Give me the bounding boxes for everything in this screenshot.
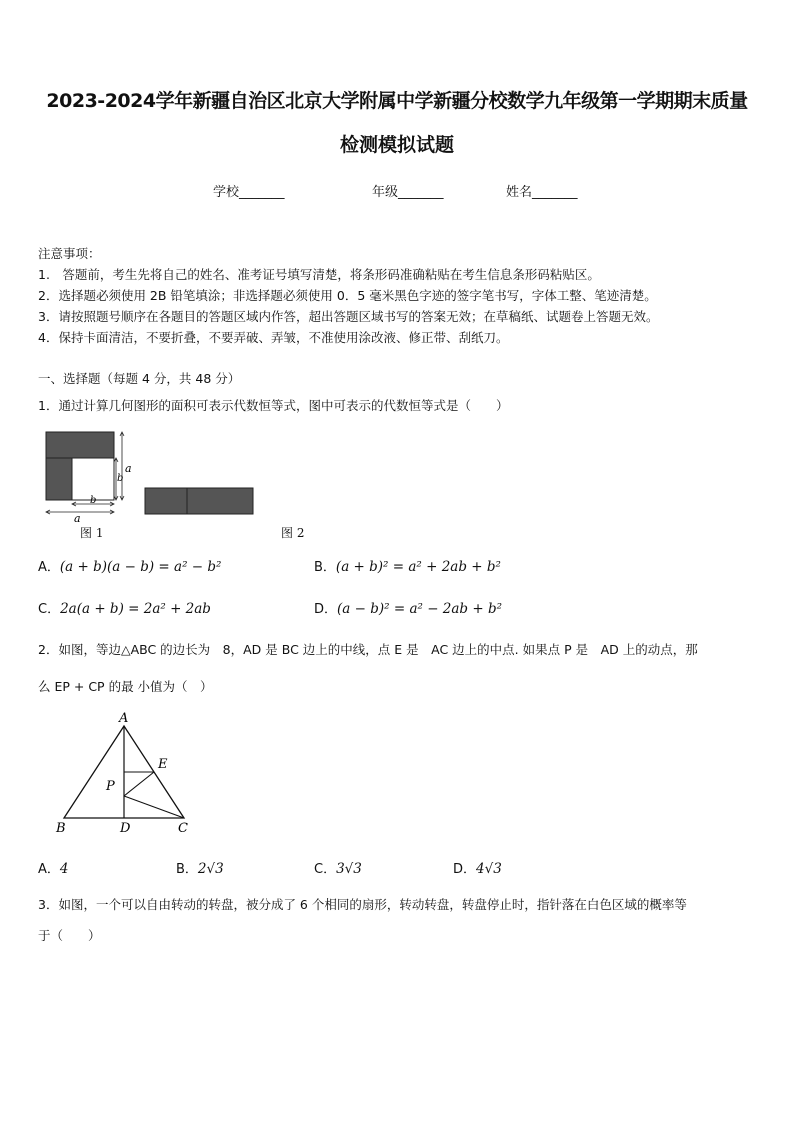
- q2-option-b[interactable]: [176, 858, 224, 877]
- notice-item: 3．请按照题号顺序在各题目的答题区域内作答，超出答题区域书写的答案无效；在草稿纸、试题卷上答题无效。: [38, 309, 659, 324]
- q3-stem-line2: 于（ ）: [38, 928, 101, 943]
- option-expr: 2√3: [197, 861, 224, 877]
- q1-figure: [40, 426, 270, 526]
- vertex-a: A: [119, 711, 129, 726]
- label-b-side: b: [117, 473, 124, 484]
- exam-title-line1: 2023-2024学年新疆自治区北京大学附属中学新疆分校数学九年级第一学期期末质量: [46, 90, 748, 112]
- school-field: 学校_______: [213, 185, 285, 200]
- q2-stem-line1: 2．如图，等边△ABC 的边长为 8，AD 是 BC 边上的中线，点 E 是 AC 边上的中点. 如果点 P 是 AD 上的动点，那: [38, 642, 698, 657]
- q1-stem: 1．通过计算几何图形的面积可表示代数恒等式，图中可表示的代数恒等式是（ ）: [38, 398, 509, 413]
- option-label: B．: [314, 560, 336, 575]
- q2-option-a[interactable]: [38, 858, 69, 877]
- option-expr: 2a(a + b) = 2a² + 2ab: [60, 601, 211, 617]
- option-label: B．: [176, 862, 198, 877]
- option-label: D．: [314, 602, 338, 617]
- notice-item: 1. 答题前，考生先将自己的姓名、准考证号填写清楚，将条形码准确粘贴在考生信息条形码粘贴区。: [38, 267, 600, 282]
- q2-option-d[interactable]: [453, 858, 502, 877]
- label-b-bottom: b: [90, 495, 97, 506]
- option-expr: (a + b)(a − b) = a² − b²: [59, 559, 222, 575]
- option-label: A．: [38, 560, 60, 575]
- notice-item: 4．保持卡面清洁，不要折叠，不要弄破、弄皱，不准使用涂改液、修正带、刮纸刀。: [38, 330, 509, 345]
- q1-option-b[interactable]: [314, 556, 501, 575]
- label-a-side: a: [125, 462, 132, 475]
- option-label: D．: [453, 862, 477, 877]
- option-expr: (a + b)² = a² + 2ab + b²: [335, 559, 501, 575]
- option-expr: 4: [59, 861, 69, 877]
- option-label: C．: [38, 602, 61, 617]
- q1-option-a[interactable]: [38, 556, 221, 575]
- fig1-caption: 图 1: [80, 526, 104, 540]
- vertex-b: B: [56, 821, 66, 836]
- option-expr: 3√3: [336, 861, 362, 877]
- name-field: 姓名_______: [506, 185, 578, 200]
- vertex-p: P: [106, 779, 115, 794]
- vertex-c: C: [178, 821, 188, 836]
- section-heading: 一、选择题（每题 4 分，共 48 分）: [38, 371, 241, 386]
- option-expr: 4√3: [476, 861, 502, 877]
- vertex-d: D: [120, 821, 131, 836]
- q1-option-d[interactable]: [314, 598, 502, 617]
- notice-item: 2．选择题必须使用 2B 铅笔填涂；非选择题必须使用 0．5 毫米黑色字迹的签字笔书写，字体工整、笔迹清楚。: [38, 288, 657, 303]
- option-expr: (a − b)² = a² − 2ab + b²: [337, 601, 503, 617]
- label-a-bottom: a: [74, 512, 81, 525]
- q1-option-c[interactable]: [38, 598, 211, 617]
- q2-stem-line2: 么 EP + CP 的最 小值为（ ）: [38, 679, 213, 694]
- notice-heading: 注意事项：: [38, 246, 101, 261]
- q2-triangle-figure: [50, 710, 210, 840]
- option-label: C．: [314, 862, 337, 877]
- q3-stem-line1: 3．如图，一个可以自由转动的转盘，被分成了 6 个相同的扇形，转动转盘，转盘停止时，指针落在白色区域的概率等: [38, 897, 687, 912]
- exam-title-line2: 检测模拟试题: [339, 134, 454, 156]
- vertex-e: E: [158, 757, 168, 772]
- q2-option-c[interactable]: [314, 858, 362, 877]
- fig2-caption: 图 2: [281, 526, 305, 540]
- grade-field: 年级_______: [372, 185, 444, 200]
- option-label: A．: [38, 862, 60, 877]
